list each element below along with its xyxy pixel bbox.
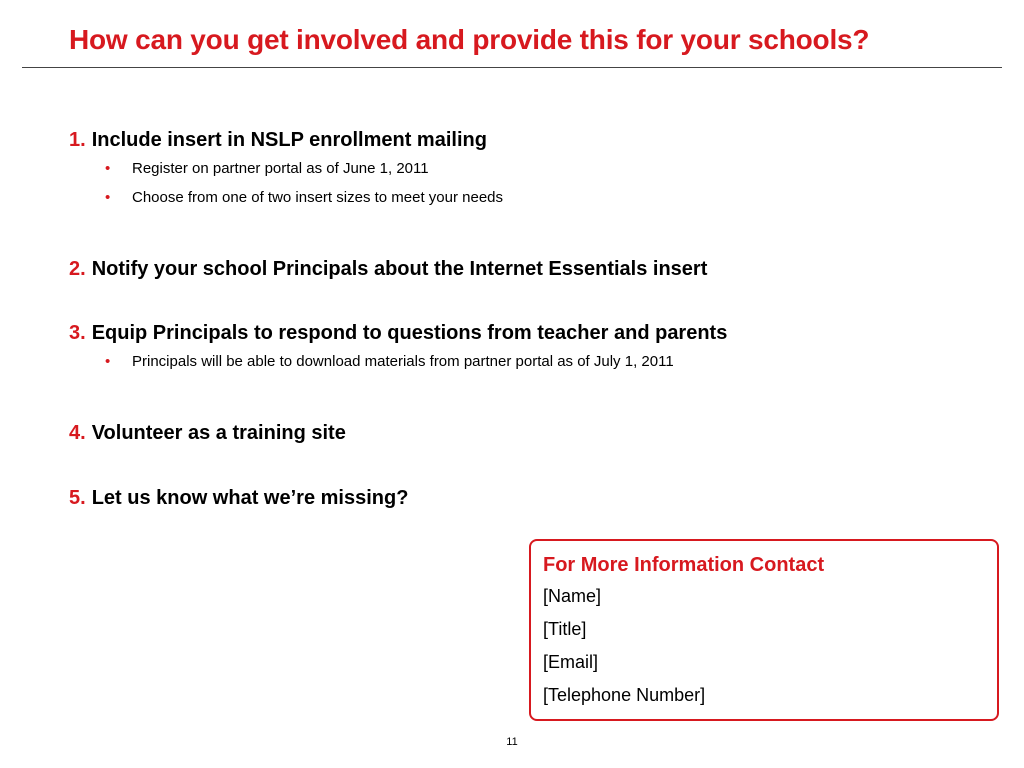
bullet-icon: •	[105, 353, 111, 370]
bullet-icon: •	[105, 189, 111, 206]
step-bullets	[69, 347, 989, 376]
bullet-item	[105, 347, 989, 376]
step-heading	[69, 126, 989, 154]
contact-email: [Email]	[543, 652, 599, 672]
bullet-text: Principals will be able to download materials from partner portal as of July 1, 2011	[132, 353, 674, 370]
step-number: 2.	[69, 258, 86, 280]
step-text: Equip Principals to respond to questions from teacher and parents	[91, 322, 728, 344]
step-heading	[69, 419, 989, 447]
step-heading	[69, 255, 989, 283]
step-4	[69, 419, 989, 447]
page-number: 11	[506, 736, 518, 748]
step-1	[69, 126, 989, 212]
step-heading	[69, 319, 989, 347]
bullet-item	[105, 183, 989, 212]
step-3	[69, 319, 989, 376]
step-number: 5.	[69, 487, 86, 509]
step-5	[69, 484, 989, 512]
contact-box	[529, 539, 999, 721]
contact-title: [Title]	[543, 619, 587, 639]
step-text: Volunteer as a training site	[91, 422, 346, 444]
contact-name: [Name]	[543, 586, 602, 606]
slide-title: How can you get involved and provide this for your schools?	[69, 24, 870, 55]
bullet-icon: •	[105, 160, 111, 177]
contact-telephone: [Telephone Number]	[543, 685, 706, 705]
step-heading	[69, 484, 989, 512]
step-text: Let us know what we’re missing?	[91, 487, 409, 509]
step-number: 3.	[69, 322, 86, 344]
bullet-text: Choose from one of two insert sizes to meet your needs	[132, 189, 504, 206]
step-number: 4.	[69, 422, 86, 444]
title-divider	[22, 67, 1002, 68]
step-text: Notify your school Principals about the Internet Essentials insert	[91, 258, 708, 280]
bullet-item	[105, 154, 989, 183]
step-2	[69, 255, 989, 283]
bullet-text: Register on partner portal as of June 1, 2011	[132, 160, 429, 177]
contact-heading: For More Information Contact	[543, 554, 825, 576]
step-number: 1.	[69, 129, 86, 151]
step-text: Include insert in NSLP enrollment mailing	[91, 129, 487, 151]
step-bullets	[69, 154, 989, 212]
